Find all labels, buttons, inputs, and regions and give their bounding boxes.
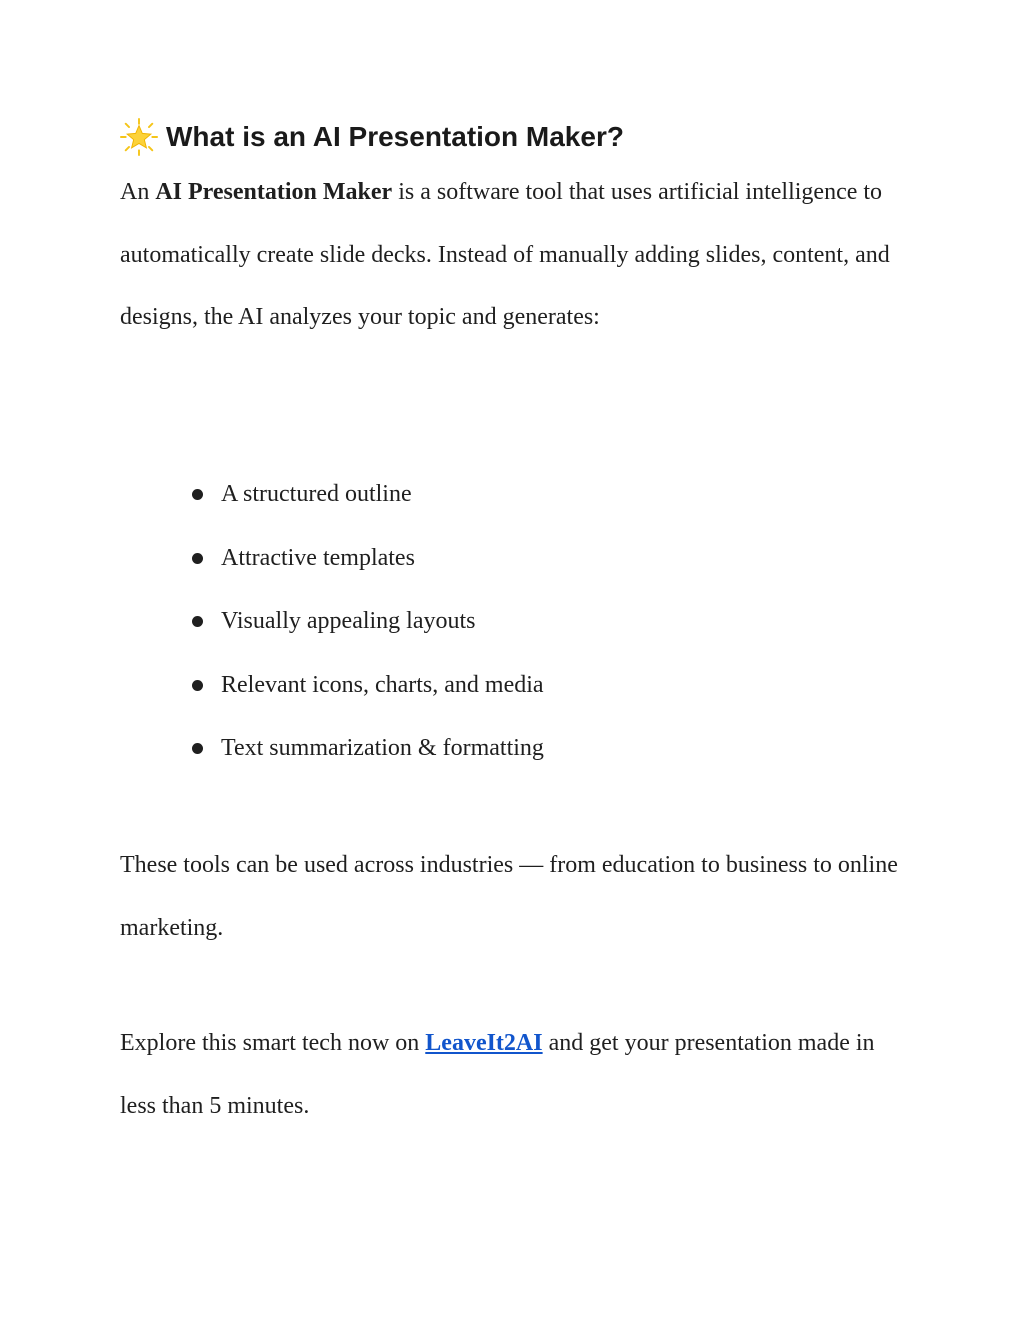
list-item bbox=[190, 463, 544, 527]
explore-suffix: and get your presentation made in less than 5 minutes. bbox=[120, 1030, 875, 1119]
list-item-text: Visually appealing layouts bbox=[221, 608, 476, 634]
list-item-text: Text summarization & formatting bbox=[221, 735, 544, 761]
heading-text: What is an AI Presentation Maker? bbox=[166, 121, 624, 152]
leaveit2ai-link[interactable]: LeaveIt2AI bbox=[425, 1030, 543, 1056]
list-item-text: Relevant icons, charts, and media bbox=[221, 671, 544, 698]
bullet-icon bbox=[192, 680, 203, 691]
bullet-icon bbox=[192, 553, 203, 564]
intro-bold-term: AI Presentation Maker bbox=[155, 179, 393, 205]
list-item bbox=[190, 590, 544, 654]
feature-list bbox=[190, 463, 544, 781]
intro-paragraph bbox=[120, 161, 900, 349]
bullet-icon bbox=[192, 489, 203, 500]
bullet-icon bbox=[192, 743, 203, 754]
bullet-icon bbox=[192, 616, 203, 627]
intro-prefix: An bbox=[120, 179, 156, 205]
explore-paragraph bbox=[120, 1012, 900, 1137]
industries-paragraph: These tools can be used across industries — from education to business to online marketing. bbox=[120, 852, 898, 941]
list-item bbox=[190, 654, 544, 718]
intro-rest: is a software tool that uses artificial intelligence to automatically create slide decks. Instead of manually adding slides, content, and designs, the AI analyzes your topic and generates: bbox=[120, 179, 890, 330]
list-item bbox=[190, 527, 544, 591]
glowing-star-icon bbox=[120, 118, 158, 156]
list-item bbox=[190, 717, 544, 781]
list-item-text: A structured outline bbox=[221, 481, 412, 507]
explore-prefix: Explore this smart tech now on bbox=[120, 1030, 426, 1056]
section-heading bbox=[120, 118, 624, 156]
list-item-text: Attractive templates bbox=[221, 544, 415, 571]
